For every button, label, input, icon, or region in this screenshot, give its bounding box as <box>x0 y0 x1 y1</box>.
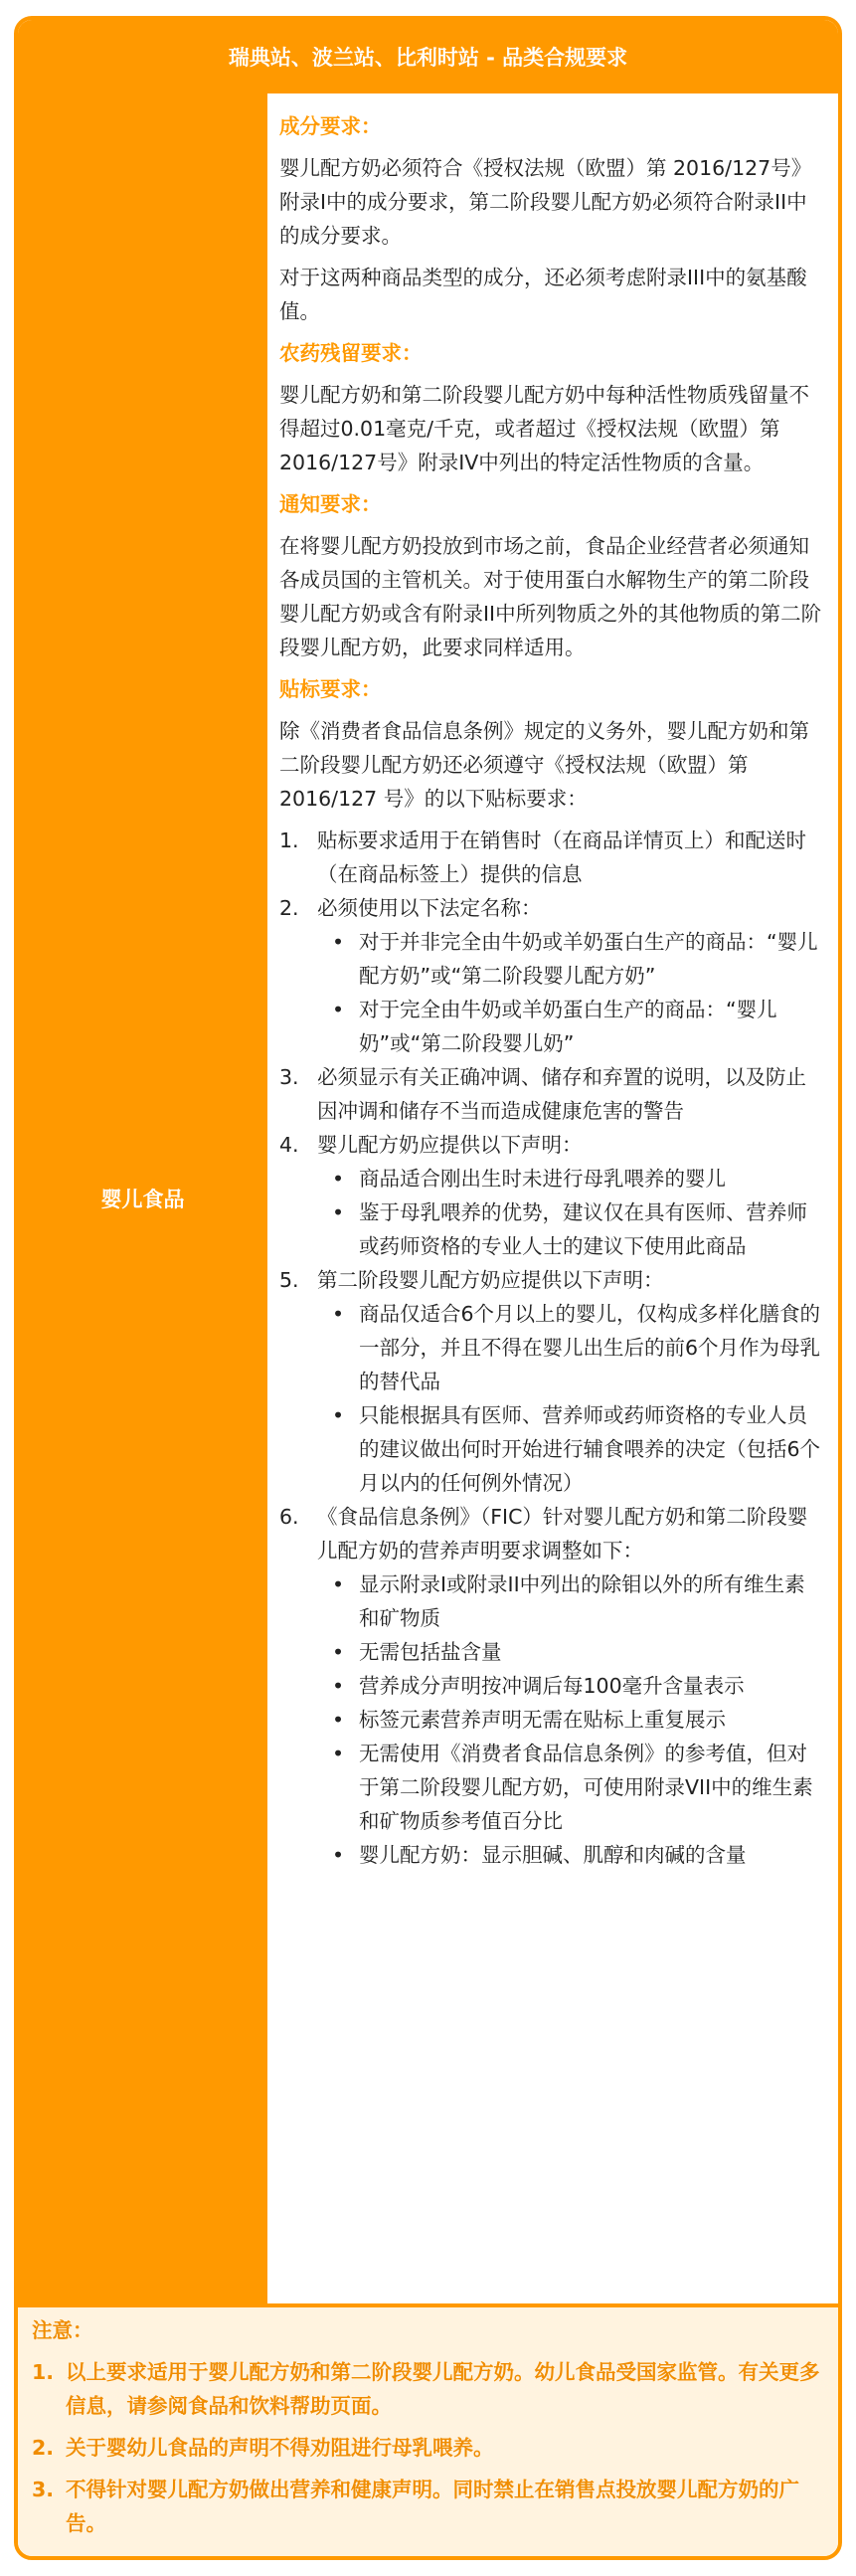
bullet-icon: • <box>331 1640 345 1664</box>
bullet-icon: • <box>331 1674 345 1698</box>
list-item-text: 必须使用以下法定名称： <box>317 896 542 920</box>
category-row <box>18 93 838 2303</box>
bullet-icon: • <box>331 1302 345 1326</box>
sub-item-text: 无需使用《消费者食品信息条例》的参考值，但对于第二阶段婴儿配方奶，可使用附录VII中的维生素和矿物质参考值百分比 <box>359 1742 813 1833</box>
category-name: 婴儿食品 <box>100 1188 185 1211</box>
composition-para-1: 婴儿配方奶必须符合《授权法规（欧盟）第 2016/127号》附录I中的成分要求，第二阶段婴儿配方奶必须符合附录II中的成分要求。 <box>279 156 812 248</box>
note-item <box>32 2355 822 2423</box>
list-item <box>279 1500 822 1872</box>
sub-list-item <box>317 1297 822 1398</box>
sub-item-text: 对于完全由牛奶或羊奶蛋白生产的商品：“婴儿奶”或“第二阶段婴儿奶” <box>359 998 777 1055</box>
sub-list-item <box>317 1162 822 1196</box>
sub-item-text: 无需包括盐含量 <box>359 1640 502 1664</box>
list-item <box>279 824 822 891</box>
sub-list-item <box>317 1567 822 1635</box>
pesticide-para: 婴儿配方奶和第二阶段婴儿配方奶中每种活性物质残留量不得超过0.01毫克/千克，或者超过《授权法规（欧盟）第2016/127号》附录IV中列出的特定活性物质的含量。 <box>279 383 809 474</box>
requirements-cell <box>267 93 838 2303</box>
sub-item-text: 鉴于母乳喂养的优势，建议仅在具有医师、营养师或药师资格的专业人士的建议下使用此商品 <box>359 1200 807 1258</box>
sub-list-item <box>317 1669 822 1703</box>
labeling-title: 贴标要求： <box>279 677 382 701</box>
list-item <box>279 1128 822 1263</box>
notes-list <box>32 2355 822 2540</box>
sub-list-item <box>317 925 822 993</box>
bullet-icon: • <box>331 1572 345 1596</box>
sub-item-text: 只能根据具有医师、营养师或药师资格的专业人员的建议做出何时开始进行辅食喂养的决定（包括6个月以内的任何例外情况） <box>359 1403 821 1495</box>
pesticide-title: 农药残留要求： <box>279 341 423 365</box>
list-item <box>279 891 822 1060</box>
sub-item-text: 对于并非完全由牛奶或羊奶蛋白生产的商品：“婴儿配方奶”或“第二阶段婴儿配方奶” <box>359 930 818 988</box>
list-number: 6. <box>279 1505 299 1529</box>
notification-title: 通知要求： <box>279 492 382 516</box>
list-item-text: 《食品信息条例》（FIC）针对婴儿配方奶和第二阶段婴儿配方奶的营养声明要求调整如下： <box>317 1505 808 1563</box>
sub-list-item <box>317 1703 822 1737</box>
notes-title: 注意： <box>32 2318 93 2342</box>
list-item <box>279 1263 822 1500</box>
sub-list-item <box>317 1398 822 1500</box>
sub-item-text: 营养成分声明按冲调后每100毫升含量表示 <box>359 1674 745 1698</box>
compliance-card <box>14 16 842 2560</box>
sub-list-item <box>317 1737 822 1838</box>
sub-item-text: 显示附录I或附录II中列出的除钼以外的所有维生素和矿物质 <box>359 1572 805 1630</box>
list-number: 3. <box>279 1065 299 1089</box>
sub-item-text: 商品仅适合6个月以上的婴儿，仅构成多样化膳食的一部分，并且不得在婴儿出生后的前6个月作为母乳的替代品 <box>359 1302 821 1393</box>
note-item <box>32 2473 822 2540</box>
list-number: 1. <box>279 828 299 852</box>
composition-title: 成分要求： <box>279 114 382 138</box>
bullet-icon: • <box>331 998 345 1021</box>
note-text: 关于婴幼儿食品的声明不得劝阻进行母乳喂养。 <box>66 2436 494 2460</box>
note-text: 不得针对婴儿配方奶做出营养和健康声明。同时禁止在销售点投放婴儿配方奶的广告。 <box>66 2478 799 2535</box>
bullet-icon: • <box>331 1167 345 1191</box>
bullet-icon: • <box>331 1742 345 1765</box>
notes-section <box>18 2303 838 2560</box>
list-item-text: 贴标要求适用于在销售时（在商品详情页上）和配送时（在商品标签上）提供的信息 <box>317 828 806 886</box>
note-number: 2. <box>32 2436 55 2460</box>
sub-list-item <box>317 1196 822 1263</box>
sub-item-text: 商品适合刚出生时未进行母乳喂养的婴儿 <box>359 1167 726 1191</box>
sub-list-item <box>317 1838 822 1872</box>
list-number: 5. <box>279 1268 299 1292</box>
list-number: 4. <box>279 1133 299 1157</box>
bullet-icon: • <box>331 1843 345 1867</box>
composition-para-2: 对于这两种商品类型的成分，还必须考虑附录III中的氨基酸值。 <box>279 266 807 323</box>
list-item-text: 必须显示有关正确冲调、储存和弃置的说明，以及防止因冲调和储存不当而造成健康危害的警告 <box>317 1065 806 1123</box>
labeling-list <box>279 824 822 1872</box>
bullet-icon: • <box>331 1200 345 1224</box>
note-number: 1. <box>32 2360 55 2384</box>
header-title: 瑞典站、波兰站、比利时站 - 品类合规要求 <box>228 46 628 70</box>
table-header <box>18 20 838 93</box>
note-item <box>32 2431 822 2465</box>
sub-list-item <box>317 1635 822 1669</box>
list-number: 2. <box>279 896 299 920</box>
labeling-intro: 除《消费者食品信息条例》规定的义务外，婴儿配方奶和第二阶段婴儿配方奶还必须遵守《授权法规（欧盟）第 2016/127 号》的以下贴标要求： <box>279 719 809 811</box>
sub-item-text: 标签元素营养声明无需在贴标上重复展示 <box>359 1708 726 1732</box>
list-item <box>279 1060 822 1128</box>
note-text: 以上要求适用于婴儿配方奶和第二阶段婴儿配方奶。幼儿食品受国家监管。有关更多信息，请参阅食品和饮料帮助页面。 <box>66 2360 820 2418</box>
category-cell <box>18 93 267 2303</box>
sub-item-text: 婴儿配方奶：显示胆碱、肌醇和肉碱的含量 <box>359 1843 747 1867</box>
list-item-text: 婴儿配方奶应提供以下声明： <box>317 1133 583 1157</box>
note-number: 3. <box>32 2478 55 2501</box>
bullet-icon: • <box>331 1708 345 1732</box>
bullet-icon: • <box>331 930 345 954</box>
list-item-text: 第二阶段婴儿配方奶应提供以下声明： <box>317 1268 664 1292</box>
notification-para: 在将婴儿配方奶投放到市场之前，食品企业经营者必须通知各成员国的主管机关。对于使用蛋白水解物生产的第二阶段婴儿配方奶或含有附录II中所列物质之外的其他物质的第二阶段婴儿配方奶，此要求同样适用。 <box>279 534 822 659</box>
sub-list-item <box>317 993 822 1060</box>
bullet-icon: • <box>331 1403 345 1427</box>
